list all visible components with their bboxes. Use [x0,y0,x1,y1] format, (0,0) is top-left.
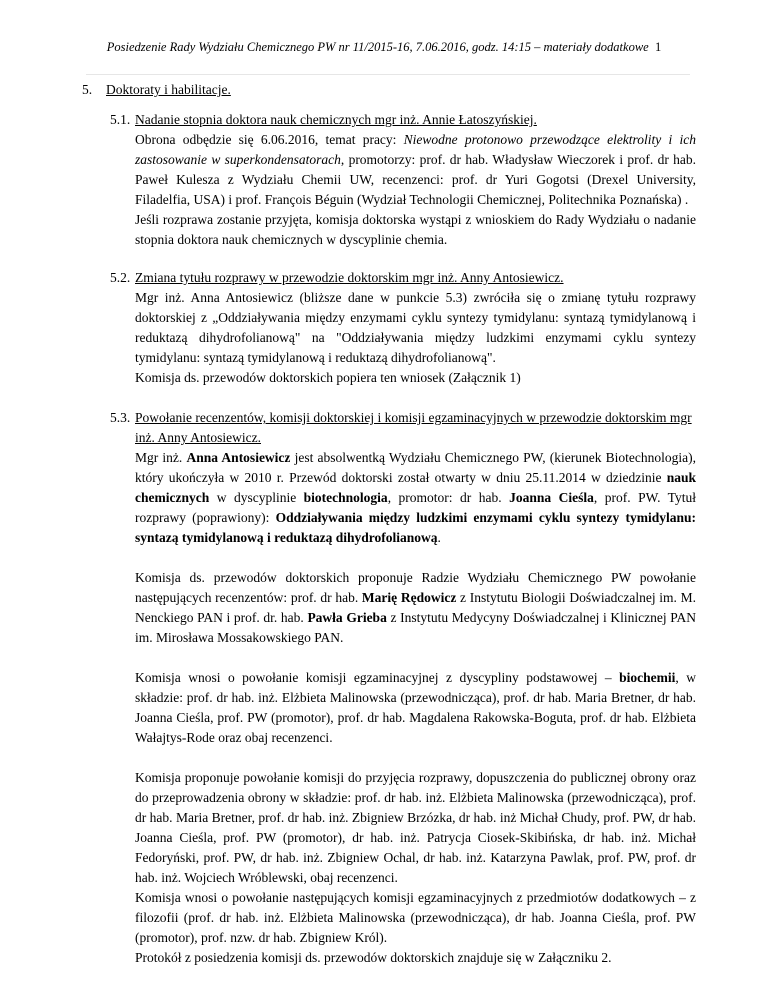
field-name: nauk chemicznych [135,470,696,505]
text-run: Mgr inż. [135,450,187,465]
paragraph [135,448,696,548]
paragraph: Komisja ds. przewodów doktorskich popiera ten wniosek (Załącznik 1) [135,370,521,385]
section-number: 5. [82,82,93,97]
subsection-5-3 [110,408,696,968]
text-run: , prof. PW. Tytuł rozprawy (poprawiony): [135,490,696,525]
paragraph [135,568,696,648]
paragraph: Komisja wnosi o powołanie następujących komisji egzaminacyjnych z przedmiotów dodatkowych – z filozofii (prof. dr hab. inż. Elżbieta Malinowska (przewodnicząca), dr hab. Joanna Cieśla, prof. PW (promotor), prof. nzw. dr hab. Zbigniew Król). [135,890,696,945]
text-run: . [437,530,441,545]
supervisor-name: Joanna Cieśla [509,490,594,505]
subsection-title: Nadanie stopnia doktora nauk chemicznych mgr inż. Annie Łatoszyńskiej. [135,112,537,127]
section-5-heading [82,80,231,100]
text-run: jest absolwentką Wydziału Chemicznego PW, (kierunek Biotechnologia), który ukończyła w 2010 r. Przewód doktorski został otwarty w dniu 25.11.2014 w dziedzinie [135,450,696,485]
candidate-name: Anna Antosiewicz [186,450,291,465]
subsection-title: Zmiana tytułu rozprawy w przewodzie doktorskim mgr inż. Anny Antosiewicz. [135,270,564,285]
reviewer-name: Marię Rędowicz [361,590,457,605]
paragraph [135,668,696,748]
thesis-title: Niewodne protonowo przewodzące elektrolity i ich zastosowanie w superkondensatorach [135,132,696,167]
subsection-number: 5.3. [110,410,131,425]
header-text: Posiedzenie Rady Wydziału Chemicznego PW nr 11/2015-16, 7.06.2016, godz. 14:15 – materiały dodatkowe [106,40,649,54]
text-run: , promotor: dr hab. [387,490,510,505]
text-run: , w składzie: prof. dr hab. inż. Elżbieta Malinowska (przewodnicząca), prof. dr hab. Maria Bretner, dr hab. Joanna Cieśla, prof. PW (promotor), prof. dr hab. Magdalena Rakowska-Boguta, prof. dr hab. Elżbieta Wałajtys-Rode oraz obaj recenzenci. [135,670,696,745]
subsection-5-1 [110,110,696,250]
section-title: Doktoraty i habilitacje. [106,82,231,97]
text-run: z Instytutu Biologii Doświadczalnej im. M. Nenckiego PAN i prof. dr. hab. [135,590,696,625]
text-run: Obrona odbędzie się 6.06.2016, temat pracy: [135,132,404,147]
subsection-number: 5.2. [110,270,131,285]
text-run: z Instytutu Medycyny Doświadczalnej i Klinicznej PAN im. Mirosława Mossakowskiego PAN. [135,610,696,645]
text-run: , promotorzy: prof. dr hab. Władysław Wieczorek i prof. dr hab. Paweł Kulesza z Wydziału Chemii UW, recenzenci: prof. dr Yuri Gogotsi (Drexel University, Filadelfia, USA) i prof. François Béguin (Wydział Technologii Chemicznej, Politechnika Poznańska) . [135,152,696,207]
thesis-title: Oddziaływania między ludzkimi enzymami cyklu syntezy tymidylanu: syntazą tymidylanową i reduktazą dihydrofolianową [135,510,696,545]
paragraph: Komisja proponuje powołanie komisji do przyjęcia rozprawy, dopuszczenia do publicznej obrony oraz do przeprowadzenia obrony w składzie: prof. dr hab. inż. Elżbieta Malinowska (przewodnicząca), prof. dr hab. Maria Bretner, prof. dr hab. inż. Zbigniew Brzózka, dr hab. inż Michał Chudy, prof. PW, dr hab. Joanna Cieśla, prof. PW (promotor), dr hab. inż. Patrycja Ciosek-Skibińska, dr hab. inż. Michał Fedoryński, prof. PW, dr hab. inż. Zbigniew Ochal, dr hab. inż. Katarzyna Pawlak, prof. PW, prof. dr hab. inż. Wojciech Wróblewski, obaj recenzenci. [135,770,696,885]
header-divider [86,74,690,75]
paragraph: Mgr inż. Anna Antosiewicz (bliższe dane w punkcie 5.3) zwróciła się o zmianę tytułu rozprawy doktorskiej z „Oddziaływania między enzymami cyklu syntezy tymidylanu: syntazą tymidylanową i reduktazą dihydrofolianową" na "Oddziaływania między ludzkimi enzymami cyklu syntezy tymidylanu: syntazą tymidylanową i reduktazą dihydrofolianową". [135,290,696,365]
reviewer-name: Pawła Grieba [307,610,387,625]
page-number: 1 [654,40,662,54]
text-run: Komisja ds. przewodów doktorskich proponuje Radzie Wydziału Chemicznego PW powołanie następujących recenzentów: prof. dr hab. [135,570,696,605]
discipline-name: biochemii [619,670,676,685]
subsection-5-2 [110,268,696,388]
subsection-number: 5.1. [110,112,131,127]
subsection-title: Powołanie recenzentów, komisji doktorskiej i komisji egzaminacyjnych w przewodzie doktorskim mgr inż. Anny Antosiewicz. [135,410,692,445]
paragraph: Protokół z posiedzenia komisji ds. przewodów doktorskich znajduje się w Załączniku 2. [135,950,612,965]
page-header [0,39,768,55]
discipline-name: biotechnologia [303,490,388,505]
text-run: w dyscyplinie [209,490,304,505]
paragraph [135,130,696,210]
paragraph: Jeśli rozprawa zostanie przyjęta, komisja doktorska wystąpi z wnioskiem do Rady Wydziału o nadanie stopnia doktora nauk chemicznych w dyscyplinie chemia. [135,212,696,247]
text-run: Komisja wnosi o powołanie komisji egzaminacyjnej z dyscypliny podstawowej – [135,670,620,685]
